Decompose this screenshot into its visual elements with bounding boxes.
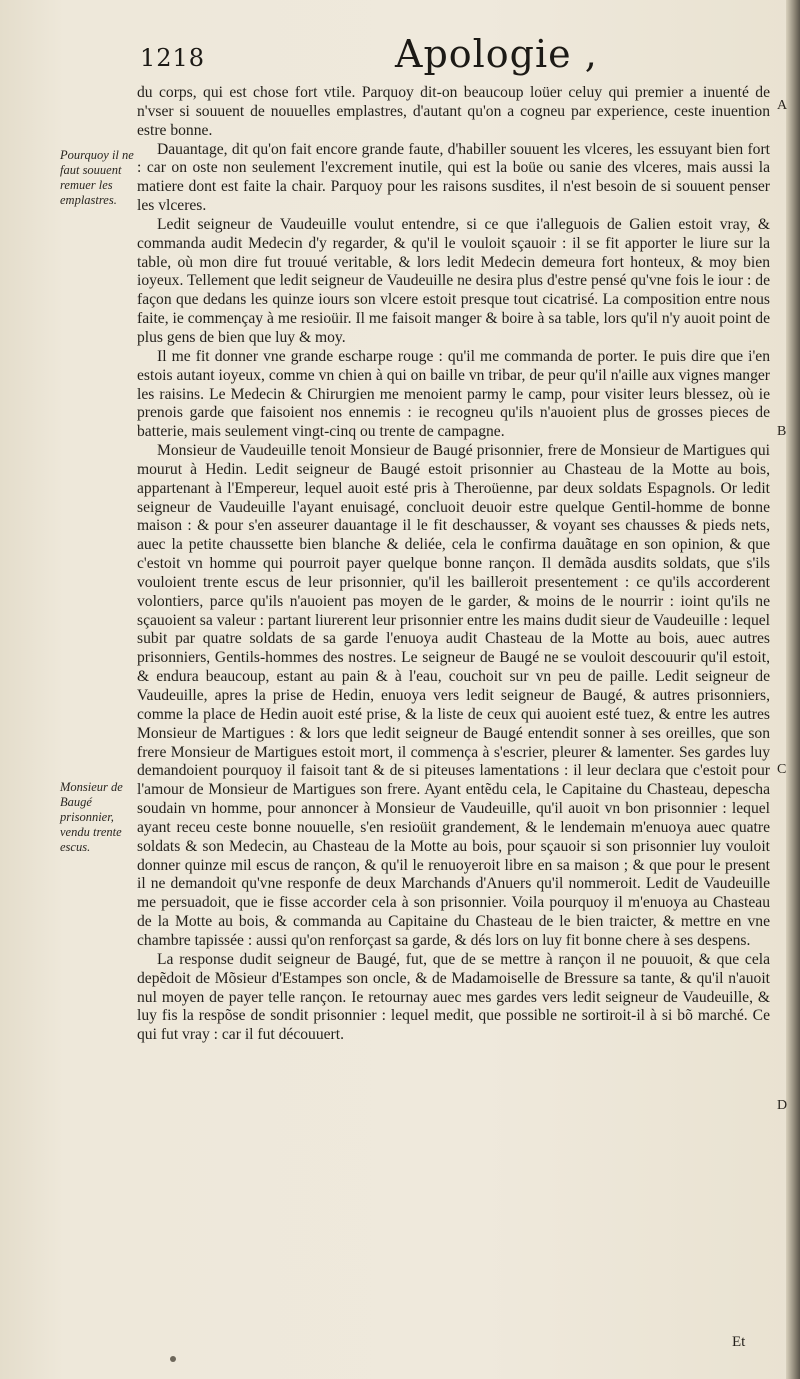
margin-note-bauge: Monsieur de Baugé prisonnier, vendu trente escus.: [60, 780, 123, 854]
main-text: [137, 84, 770, 1045]
ink-spot: [170, 1356, 176, 1362]
section-letter-c: C: [777, 762, 787, 777]
paragraph: La response dudit seigneur de Baugé, fut, que de se mettre à rançon il ne pouuoit, & que cela depẽdoit de Mõsieur d'Estampes son oncle, & de Madamoiselle de Bressure sa tante, & qu'il n'auoit nul moyen de payer telle rançon. Ie retournay auec mes gardes vers ledit seigneur de Vaudeuille, & luy fis la respõse de sondit prisonnier : lequel medit, que possible ne sortiroit-il à si bõ marché. Ce qui fut vray : car il fut découuert.: [137, 950, 770, 1044]
catchword: Et: [732, 1334, 746, 1350]
margin-note-emplastres: Pourquoy il ne faut souuent remuer les emplastres.: [60, 148, 134, 207]
page-gutter-shadow: [786, 0, 800, 1379]
paragraph: Ledit seigneur de Vaudeuille voulut entendre, si ce que i'alleguois de Galien estoit vray, & commanda audit Medecin d'y regarder, & qu'il le vouloit sçauoir : il se fit apporter le liure sur la table, où mon dire fut trouué veritable, & lors ledit Medecin demeura fort honteux, & moy bien ioyeux. Tellement que ledit seigneur de Vaudeuille ne desira plus d'estre pensé qu'vne fois le iour : de façon que dedans les quinze iours son vlcere estoit presque tout cicatrisé. La composition entre nous faite, ie commençay à me resioüir. Il me faisoit manger & boire à sa table, lors qu'il n'y auoit point de plus gens de bien que luy & moy.: [137, 215, 770, 346]
page-number: 1218: [140, 44, 206, 72]
paragraph: Monsieur de Vaudeuille tenoit Monsieur de Baugé prisonnier, frere de Monsieur de Martigues qui mourut à Hedin. Ledit seigneur de Baugé estoit prisonnier au Chasteau de la Motte au bois, appartenant à l'Empereur, lequel auoit esté pris à Theroüenne, par deux soldats Espagnols. Or ledit seigneur de Vaudeuille l'ayant enuisagé, concluoit deuoir estre quelque Gentil-homme de bonne maison : & pour s'en asseurer dauantage il le fit deschausser, & voyant ses chausses & pieds nets, auec la petite chaussette bien blanche & deliée, cela le confirma dauãtage en son opinion, & que c'estoit vn homme qui pourroit payer quelque bonne rançon. Il demãda ausdits soldats, que s'ils vouloient trente escus de leur prisonnier, qu'il les bailleroit presentement : ce qu'ils accorderent volontiers, parce qu'ils n'auoient pas moyen de le garder, & moins de le nourrir : ioint qu'ils ne sçauoient sa valeur : partant liurerent leur prisonnier entre les mains dudit sieur de Vaudeuille : lequel subit par quatre soldats de sa garde l'enuoya audit Chasteau de la Motte au bois, auec autres prisonniers, Gentils-hommes des nostres. Le seigneur de Baugé ne se vouloit descouurir qu'il estoit, & endura beaucoup, estant au pain & à l'eau, couchoit sur vn peu de paille. Ledit seigneur de Vaudeuille, apres la prise de Hedin, enuoya vers ledit seigneur de Baugé, & autres prisonniers, comme la place de Hedin auoit esté prise, & la liste de ceux qui auoient esté tuez, & entre les autres Monsieur de Martigues : & lors que ledit seigneur de Baugé entendit sonner à ses oreilles, que son frere Monsieur de Martigues estoit mort, il commença à s'escrier, pleurer & lamenter. Ses gardes luy demandoient pourquoy il faisoit tant & de si piteuses lamentations : il leur declara que c'estoit pour l'amour de Monsieur de Martigues son frere. Ayant entẽdu cela, le Capitaine du Chasteau, depescha soudain vn homme, pour annoncer à Monsieur de Vaudeuille, qu'il auoit vn bon prisonnier : lequel ayant receu ceste bonne nouuelle, s'en resioüit grandement, & le lendemain m'enuoya auec quatre soldats & son Medecin, au Chasteau de la Motte au bois, pour sçauoir si son prisonnier luy vouloit donner quinze mil escus de rançon, & qu'il le renuoyeroit libre en sa maison ; & que pour le present il ne demandoit qu'vne responfe de deux Marchands d'Anuers qu'il nommeroit. Ledit de Vaudeuille me persuadoit, que ie fisse accorder cela à son prisonnier. Voila pourquoy il m'enuoya au Chasteau de la Motte au bois, & commanda au Capitaine du Chasteau de le bien traicter, & mettre en vne chambre tapissée : aussi qu'on renforçast sa garde, & dés lors on luy fit bonne chere à ses despens.: [137, 442, 770, 949]
section-letter-d: D: [777, 1098, 788, 1113]
paragraph: Il me fit donner vne grande escharpe rouge : qu'il me commanda de porter. Ie puis dire que i'en estois autant ioyeux, comme vn chien à qui on baille vn tribar, de peur qu'il n'aille aux vignes manger les raisins. Le Medecin & Chirurgien me menoient parmy le camp, pour visiter leurs blessez, où ie prenois garde que faisoient nos ennemis : ie recogneu qu'ils n'auoient plus de grosses pieces de batterie, mais seulement vingt-cinq ou trente de campagne.: [137, 347, 770, 441]
page-header: [140, 30, 700, 80]
section-letter-a: A: [777, 98, 788, 113]
section-letter-b: B: [777, 424, 787, 439]
running-title: Apologie ,: [395, 32, 598, 76]
paragraph: du corps, qui est chose fort vtile. Parquoy dit-on beaucoup loüer celuy qui premier a inuenté de n'vser si souuent de nouuelles emplastres, d'autant qu'on a cogneu par experience, ceste inuention estre bonne.: [137, 84, 770, 139]
paragraph: Dauantage, dit qu'on fait encore grande faute, d'habiller souuent les vlceres, les essuyant bien fort : car on oste non seulement l'excrement inutile, qui est la boüe ou sanie des vlceres, mais aussi la matiere dont est faite la chair. Parquoy pour les raisons susdites, il n'est besoin de si souuent penser les vlceres.: [137, 140, 770, 215]
